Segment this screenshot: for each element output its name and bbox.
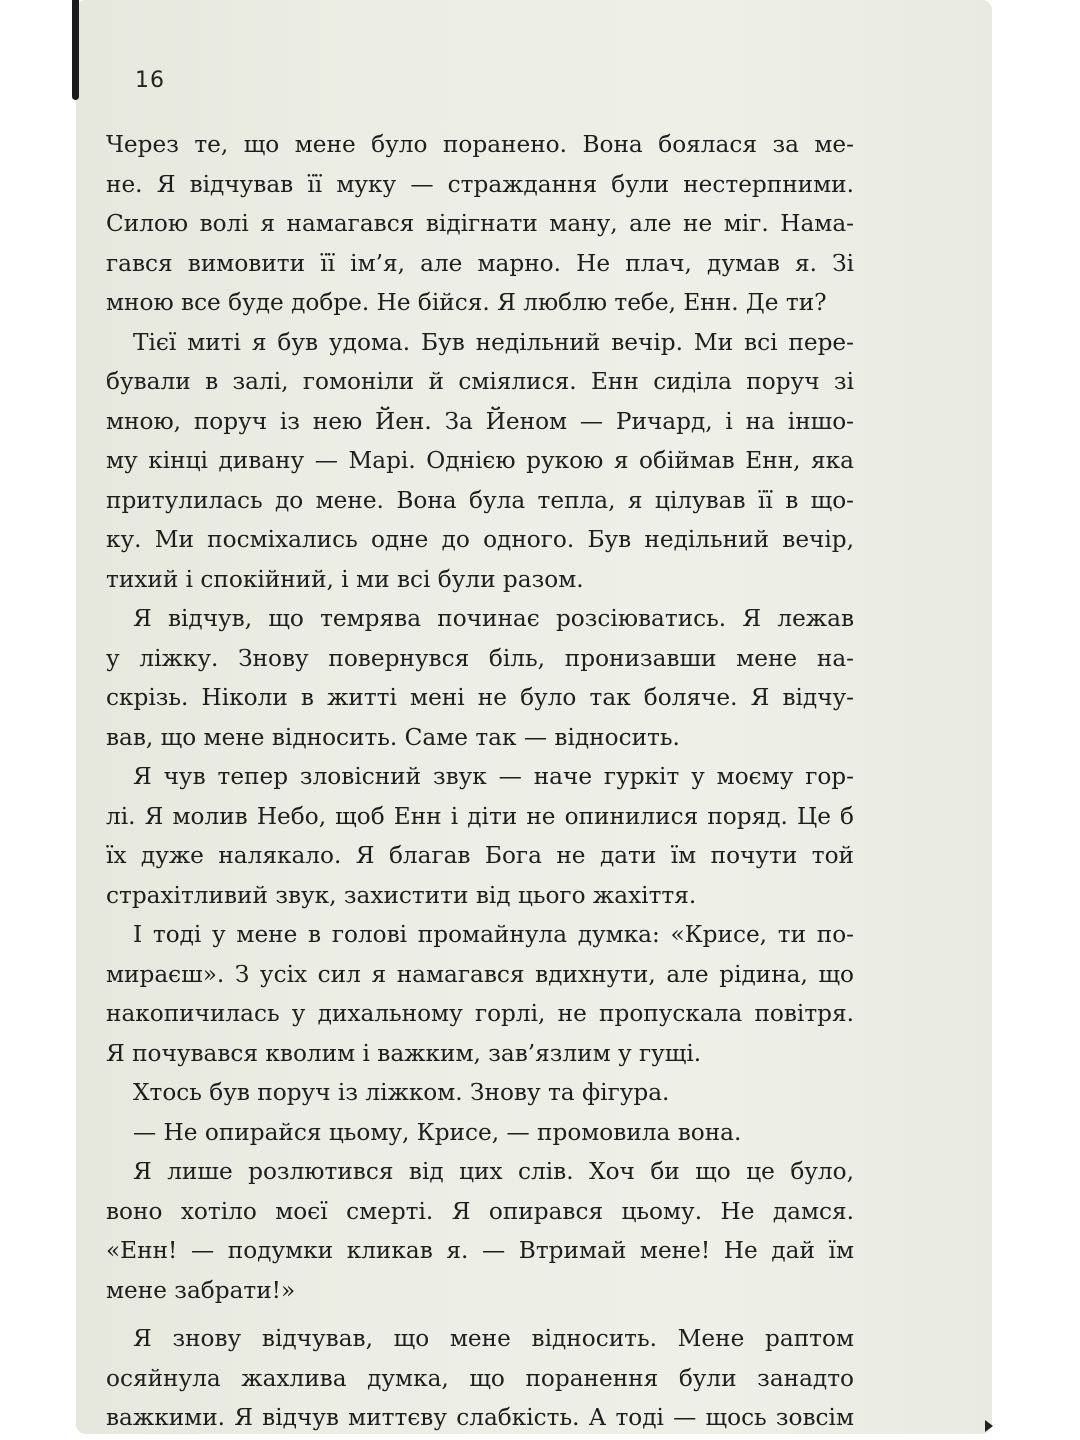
text-line: воно хотіло моєї смерті. Я опирався цьому. Не дамся. xyxy=(106,1197,854,1225)
page-text xyxy=(106,125,854,1438)
text-line: Я знову відчував, що мене відносить. Мене раптом xyxy=(133,1325,854,1352)
text-line: ку. Ми посміхались одне до одного. Був недільний вечір, xyxy=(106,526,854,553)
text-line: — Не опирайся цьому, Крисе, — промовила вона. xyxy=(133,1118,742,1146)
text-line: Хтось був поруч із ліжком. Знову та фігура. xyxy=(133,1079,670,1106)
text-line: притулилась до мене. Вона була тепла, я цілував її в що- xyxy=(106,486,854,514)
corner-arrow-icon xyxy=(985,1420,993,1432)
text-line: скрізь. Ніколи в житті мені не було так боляче. Я відчу- xyxy=(106,684,854,711)
text-line: страхітливий звук, захистити від цього жахіття. xyxy=(106,881,697,909)
text-line: му кінці дивану — Марі. Однією рукою я обіймав Енн, яка xyxy=(106,447,854,474)
text-line: Я відчув, що темрява починає розсіюватись. Я лежав xyxy=(133,605,854,632)
text-line: осяйнула жахлива думка, що поранення були занадто xyxy=(106,1364,854,1392)
text-line: Я почувався кволим і важким, зав’язлим у гущі. xyxy=(106,1039,702,1067)
text-line: «Енн! — подумки кликав я. — Втримай мене! Не дай їм xyxy=(106,1237,854,1264)
text-line: Я лише розлютився від цих слів. Хоч би що це було, xyxy=(133,1158,854,1185)
text-line: лі. Я молив Небо, щоб Енн і діти не опинилися поряд. Це б xyxy=(106,802,854,830)
text-line: тихий і спокійний, і ми всі були разом. xyxy=(106,565,584,593)
text-line: у ліжку. Знову повернувся біль, пронизавши мене на- xyxy=(106,644,854,672)
text-line: Тієї миті я був удома. Був недільний вечір. Ми всі пере- xyxy=(133,328,854,356)
text-line: Я чув тепер зловісний звук — наче гуркіт у моєму гор- xyxy=(133,763,854,790)
text-line: вав, що мене відносить. Саме так — відносить. xyxy=(106,723,680,751)
text-line: накопичилась у дихальному горлі, не пропускала повітря. xyxy=(106,1000,854,1027)
text-line: їх дуже налякало. Я благав Бога не дати їм почути той xyxy=(106,842,854,869)
text-line: Через те, що мене було поранено. Вона боялася за ме- xyxy=(106,131,854,158)
text-line: мираєш». З усіх сил я намагався вдихнути, але рідина, що xyxy=(106,960,854,988)
text-line: мною все буде добре. Не бійся. Я люблю тебе, Енн. Де ти? xyxy=(106,289,827,316)
page-number: 16 xyxy=(135,68,165,93)
text-line: Силою волі я намагався відігнати ману, але не міг. Нама- xyxy=(106,210,854,237)
binding-edge-shadow xyxy=(72,0,79,100)
text-line: мене забрати!» xyxy=(106,1276,296,1304)
text-line: важкими. Я відчув миттєву слабкість. А тоді — щось зовсім xyxy=(106,1404,854,1431)
text-line: мною, поруч із нею Йен. За Йеном — Ричард, і на іншо- xyxy=(106,407,854,435)
text-line: не. Я відчував її муку — страждання були нестерпними. xyxy=(106,170,854,198)
text-line: гався вимовити її ім’я, але марно. Не плач, думав я. Зі xyxy=(106,249,854,277)
text-line: І тоді у мене в голові промайнула думка: «Крисе, ти по- xyxy=(133,921,854,948)
text-line: бували в залі, гомоніли й сміялися. Енн сиділа поруч зі xyxy=(106,368,854,395)
